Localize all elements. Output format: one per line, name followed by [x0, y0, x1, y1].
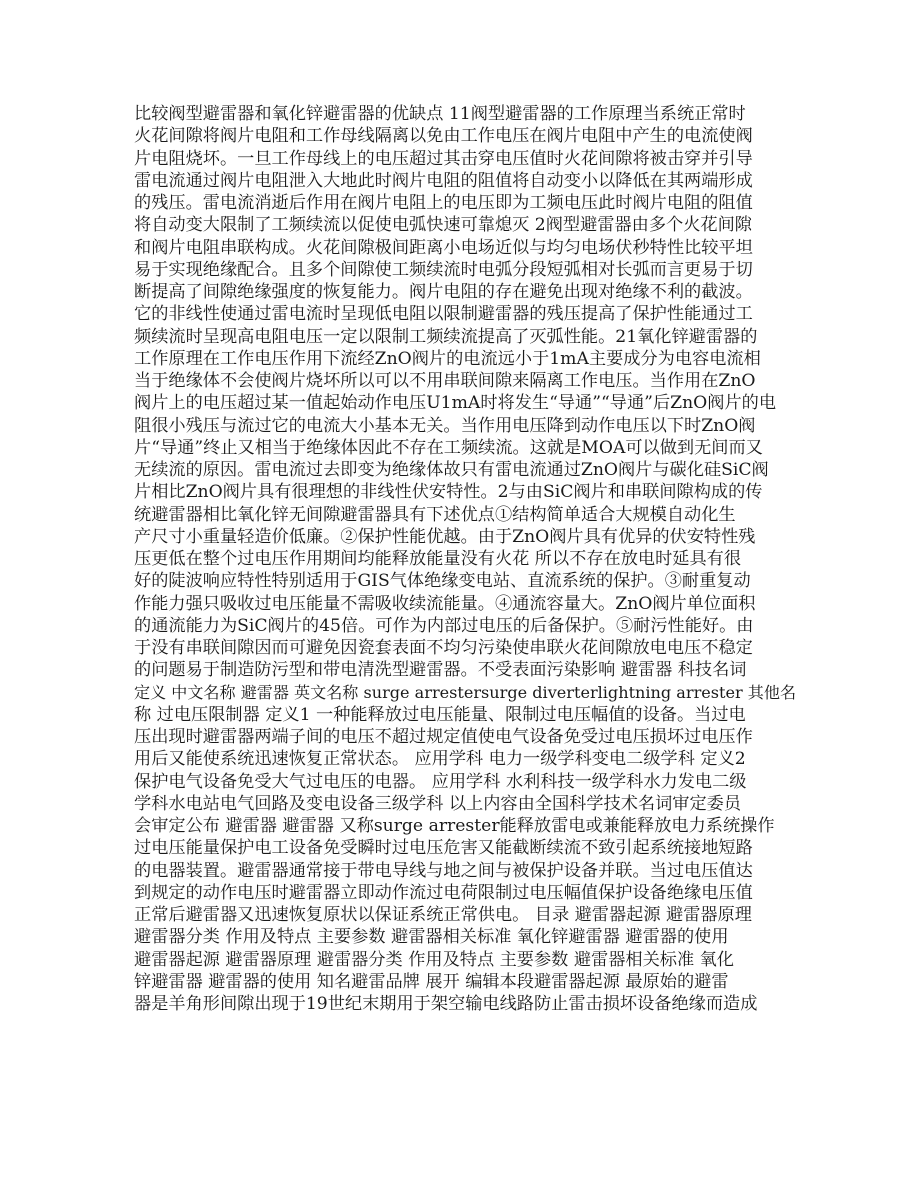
text-line: 避雷器起源 避雷器原理 避雷器分类 作用及特点 主要参数 避雷器相关标准 氧化: [134, 949, 734, 970]
text-line: 阻很小残压与流过它的电流大小基本无关。当作用电压降到动作电压以下时ZnO阀: [134, 415, 756, 436]
text-line: 称 过电压限制器 定义1 一种能释放过电压能量、限制过电压幅值的设备。当过电: [134, 704, 746, 725]
text-line: 片“导通”终止又相当于绝缘体因此不存在工频续流。这就是MOA可以做到无间而又: [134, 437, 763, 458]
text-line: 频续流时呈现高电阻电压一定以限制工频续流提高了灭弧性能。21氧化锌避雷器的: [134, 326, 758, 347]
body-text: [134, 103, 797, 1015]
text-line: 过电压能量保护电工设备免受瞬时过电压危害又能截断续流不致引起系统接地短路: [134, 838, 753, 859]
text-line: 火花间隙将阀片电阻和工作母线隔离以免由工作电压在阀片电阻中产生的电流使阀: [134, 126, 753, 147]
text-line: 好的陡波响应特性特别适用于GIS气体绝缘变电站、直流系统的保护。③耐重复动: [134, 571, 751, 592]
text-line: 作能力强只吸收过电压能量不需吸收续流能量。④通流容量大。ZnO阀片单位面积: [134, 593, 756, 614]
text-line: 的问题易于制造防污型和带电清洗型避雷器。不受表面污染影响 避雷器 科技名词: [134, 660, 747, 681]
text-line: 正常后避雷器又迅速恢复原状以保证系统正常供电。 目录 避雷器起源 避雷器原理: [134, 905, 752, 925]
text-line: 于没有串联间隙因而可避免因瓷套表面不均匀污染使串联火花间隙放电电压不稳定: [134, 638, 753, 658]
text-line: 易于实现绝缘配合。且多个间隙使工频续流时电弧分段短弧相对长弧而言更易于切: [134, 259, 753, 280]
text-line: 统避雷器相比氧化锌无间隙避雷器具有下述优点①结构简单适合大规模自动化生: [134, 504, 736, 525]
text-line: 锌避雷器 避雷器的使用 知名避雷品牌 展开 编辑本段避雷器起源 最原始的避雷: [134, 971, 729, 992]
text-line: 避雷器分类 作用及特点 主要参数 避雷器相关标准 氧化锌避雷器 避雷器的使用: [134, 927, 729, 948]
text-line: 产尺寸小重量轻造价低廉。②保护性能优越。由于ZnO阀片具有优异的伏安特性残: [134, 526, 756, 547]
text-line: 保护电气设备免受大气过电压的电器。 应用学科 水利科技一级学科水力发电二级: [134, 771, 747, 792]
text-line: 压更低在整个过电压作用期间均能释放能量没有火花 所以不存在放电时延具有很: [134, 549, 742, 569]
text-line: 到规定的动作电压时避雷器立即动作流过电荷限制过电压幅值保护设备绝缘电压值: [134, 882, 753, 903]
text-line: 用后又能使系统迅速恢复正常状态。 应用学科 电力一级学科变电二级学科 定义2: [134, 749, 746, 770]
text-line: 的残压。雷电流消逝后作用在阀片电阻上的电压即为工频电压此时阀片电阻的阻值: [134, 193, 753, 213]
text-line: 将自动变大限制了工频续流以促使电弧快速可靠熄灭 2阀型避雷器由多个火花间隙: [134, 215, 752, 236]
text-line: 的电器装置。避雷器通常接于带电导线与地之间与被保护设备并联。当过电压值达: [134, 860, 753, 881]
text-line: 会审定公布 避雷器 避雷器 又称surge arrester能释放雷电或兼能释放电力系统操作: [134, 816, 775, 836]
text-line: 断提高了间隙绝缘强度的恢复能力。阀片电阻的存在避免出现对绝缘不利的截波。: [134, 282, 753, 302]
text-line: 压出现时避雷器两端子间的电压不超过规定值使电气设备免受过电压损坏过电压作: [134, 727, 753, 747]
text-line: 比较阀型避雷器和氧化锌避雷器的优缺点 11阀型避雷器的工作原理当系统正常时: [134, 104, 746, 124]
text-line: 阀片上的电压超过某一值起始动作电压U1mA时将发生“导通”“导通”后ZnO阀片的电: [134, 393, 777, 414]
text-line: 无续流的原因。雷电流过去即变为绝缘体故只有雷电流通过ZnO阀片与碳化硅SiC阀: [134, 460, 769, 480]
text-line: 定义 中文名称 避雷器 英文名称 surge arrestersurge diverterlightning arrester 其他名: [134, 682, 797, 702]
text-line: 学科水电站电气回路及变电设备三级学科 以上内容由全国科学技术名词审定委员: [134, 793, 742, 814]
text-line: 的通流能力为SiC阀片的45倍。可作为内部过电压的后备保护。⑤耐污性能好。由: [134, 615, 754, 636]
text-line: 它的非线性使通过雷电流时呈现低电阻以限制避雷器的残压提高了保护性能通过工: [134, 304, 753, 325]
text-line: 当于绝缘体不会使阀片烧坏所以可以不用串联间隙来隔离工作电压。当作用在ZnO: [134, 371, 756, 391]
text-line: 片电阻烧坏。一旦工作母线上的电压超过其击穿电压值时火花间隙将被击穿并引导: [134, 148, 753, 169]
text-line: 雷电流通过阀片电阻泄入大地此时阀片电阻的阻值将自动变小以降低在其两端形成: [134, 170, 753, 191]
text-line: 工作原理在工作电压作用下流经ZnO阀片的电流远小于1mA主要成分为电容电流相: [134, 348, 761, 369]
text-line: 片相比ZnO阀片具有很理想的非线性伏安特性。2与由SiC阀片和串联间隙构成的传: [134, 482, 763, 503]
text-line: 和阀片电阻串联构成。火花间隙极间距离小电场近似与均匀电场伏秒特性比较平坦: [134, 237, 753, 258]
text-line: 器是羊角形间隙出现于19世纪末期用于架空输电线路防止雷击损坏设备绝缘而造成: [134, 994, 758, 1014]
